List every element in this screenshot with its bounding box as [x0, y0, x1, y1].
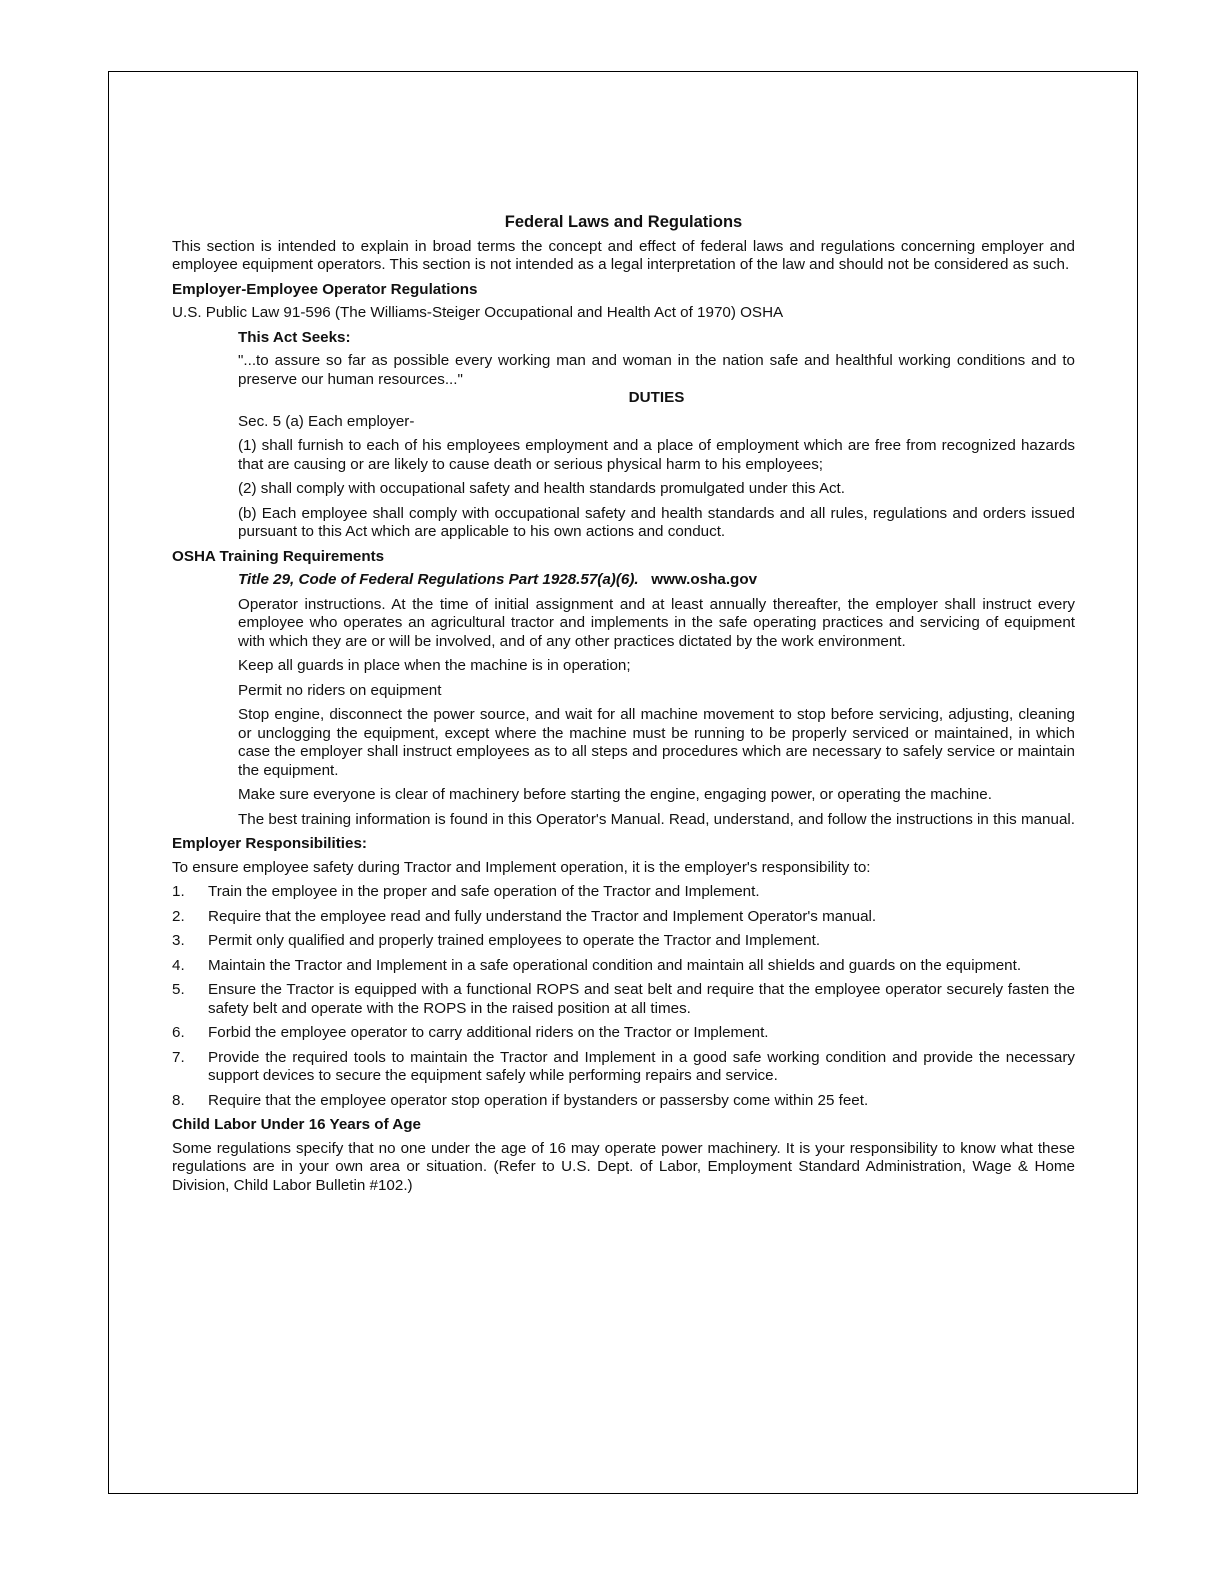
operator-instructions-paragraph: Operator instructions. At the time of initial assignment and at least annually thereafter, the employer shall instruct every employee who operates an agricultural tractor and implements in the safe operating practices and servicing of equipment with which they are or will be involved, and of any other practices dictated by the work environment.	[238, 595, 1075, 650]
list-item	[172, 1049, 1075, 1086]
cfr-line	[238, 571, 1075, 590]
list-item-text: Permit only qualified and properly trained employees to operate the Tractor and Implement.	[208, 932, 821, 949]
list-item	[172, 957, 1075, 976]
list-item-number: 5.	[172, 981, 185, 998]
duty-1: (1) shall furnish to each of his employees employment and a place of employment which are free from recognized hazards that are causing or are likely to cause death or serious physical harm to his employees;	[238, 437, 1075, 473]
duty-b: (b) Each employee shall comply with occupational safety and health standards and all rules, regulations and orders issued pursuant to this Act which are applicable to his own actions and conduct.	[238, 504, 1075, 540]
section-heading-osha-training: OSHA Training Requirements	[172, 547, 385, 565]
osha-block	[238, 571, 1075, 829]
list-item-text: Provide the required tools to maintain the Tractor and Implement in a good safe working condition and provide the necessary support devices to secure the equipment safely while performing repairs and service.	[208, 1048, 1075, 1084]
list-item-number: 3.	[172, 932, 185, 949]
section-heading-employer-responsibilities: Employer Responsibilities:	[172, 835, 367, 852]
document-body	[172, 213, 1075, 1195]
cfr-citation: Title 29, Code of Federal Regulations Part 1928.57(a)(6).	[238, 571, 639, 588]
public-law-line: U.S. Public Law 91-596 (The Williams-Steiger Occupational and Health Act of 1970) OSHA	[172, 304, 784, 321]
list-item-text: Maintain the Tractor and Implement in a safe operational condition and maintain all shields and guards on the equipment.	[208, 956, 1022, 974]
guards-paragraph: Keep all guards in place when the machine is in operation;	[238, 657, 631, 674]
duty-2: (2) shall comply with occupational safety and health standards promulgated under this Act.	[238, 480, 845, 497]
page-title: Federal Laws and Regulations	[504, 213, 743, 231]
list-item-text: Train the employee in the proper and safe operation of the Tractor and Implement.	[208, 883, 760, 900]
list-item	[172, 981, 1075, 1018]
sec5a-line: Sec. 5 (a) Each employer-	[238, 412, 415, 430]
responsibilities-intro: To ensure employee safety during Tractor and Implement operation, it is the employer's responsibility to:	[172, 858, 871, 876]
list-item	[172, 1092, 1075, 1111]
section-heading-employer-employee: Employer-Employee Operator Regulations	[172, 280, 478, 298]
act-seeks-quote: "...to assure so far as possible every working man and woman in the nation safe and healthful working conditions and to preserve our human resources..."	[238, 352, 1075, 388]
intro-paragraph: This section is intended to explain in broad terms the concept and effect of federal laws and regulations concerning employer and employee equipment operators. This section is not intended as a legal interpretation of the law and should not be considered as such.	[172, 237, 1075, 273]
list-item-text: Forbid the employee operator to carry additional riders on the Tractor or Implement.	[208, 1024, 769, 1041]
list-item-number: 2.	[172, 907, 185, 925]
list-item	[172, 883, 1075, 902]
list-item-text: Ensure the Tractor is equipped with a functional ROPS and seat belt and require that the employee operator securely fasten the safety belt and operate with the ROPS in the raised position at all times.	[208, 981, 1075, 1017]
osha-website-link[interactable]: www.osha.gov	[651, 571, 758, 588]
list-item-text: Require that the employee read and fully understand the Tractor and Implement Operator's manual.	[208, 907, 877, 925]
act-block	[238, 329, 1075, 542]
list-item	[172, 1024, 1075, 1043]
responsibilities-list	[172, 883, 1075, 1110]
riders-paragraph: Permit no riders on equipment	[238, 681, 442, 699]
training-info-paragraph: The best training information is found in this Operator's Manual. Read, understand, and follow the instructions in this manual.	[238, 810, 1075, 828]
list-item-number: 6.	[172, 1024, 185, 1041]
duties-heading: DUTIES	[628, 389, 685, 406]
section-heading-child-labor: Child Labor Under 16 Years of Age	[172, 1116, 421, 1133]
list-item-number: 4.	[172, 956, 185, 974]
stop-engine-paragraph: Stop engine, disconnect the power source, and wait for all machine movement to stop before servicing, adjusting, cleaning or unclogging the equipment, except where the machine must be running to be properly serviced or maintained, in which case the employer shall instruct employees as to all steps and procedures which are necessary to safely service or maintain the equipment.	[238, 706, 1075, 779]
list-item-text: Require that the employee operator stop operation if bystanders or passersby come within 25 feet.	[208, 1091, 869, 1109]
child-labor-paragraph: Some regulations specify that no one under the age of 16 may operate power machinery. It is your responsibility to know what these regulations are in your own area or situation. (Refer to U.S. Dept. of Labor, Employment Standard Administration, Wage & Home Division, Child Labor Bulletin #102.)	[172, 1139, 1075, 1194]
list-item	[172, 908, 1075, 927]
list-item-number: 7.	[172, 1048, 185, 1066]
list-item-number: 1.	[172, 883, 185, 900]
list-item-number: 8.	[172, 1091, 185, 1109]
act-seeks-heading: This Act Seeks:	[238, 328, 351, 346]
list-item	[172, 932, 1075, 951]
clear-machinery-paragraph: Make sure everyone is clear of machinery before starting the engine, engaging power, or operating the machine.	[238, 786, 992, 803]
